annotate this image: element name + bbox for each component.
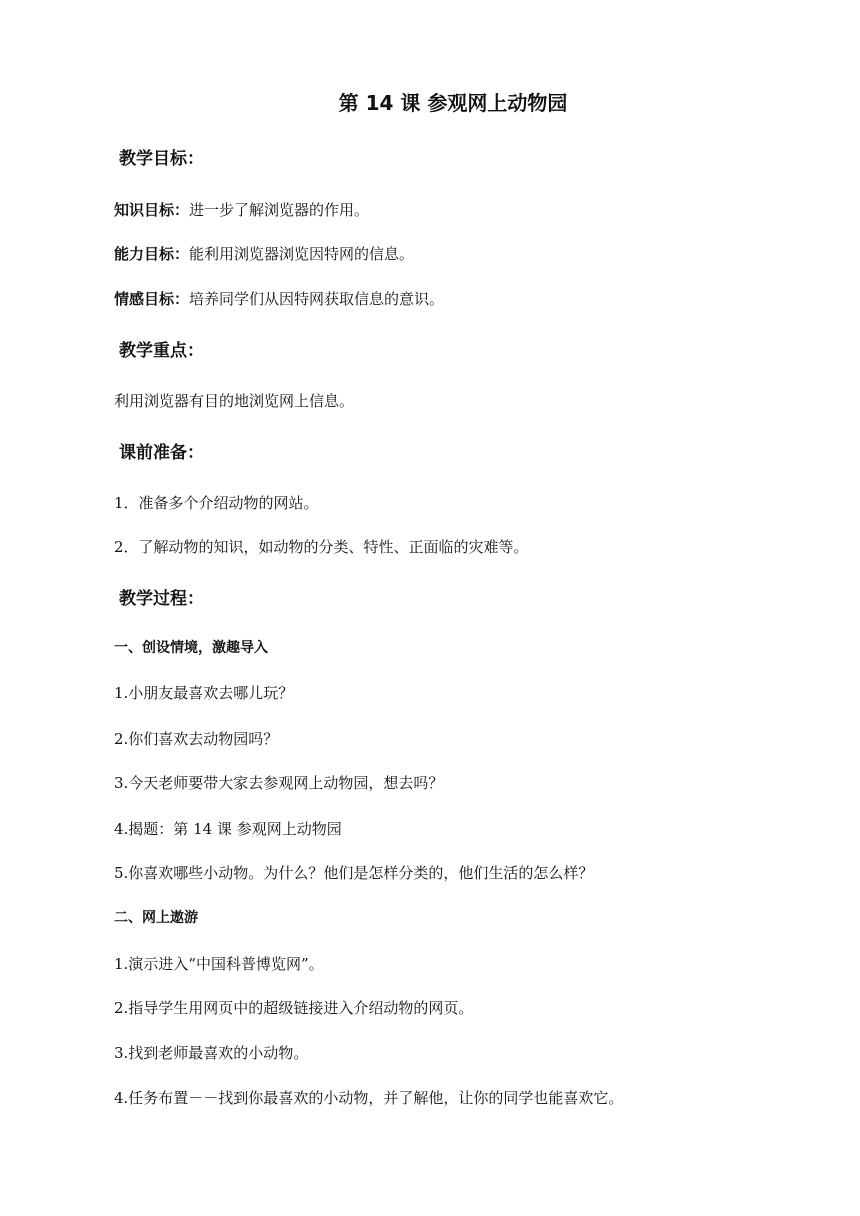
objective-emotion-text: 培养同学们从因特网获取信息的意识。	[189, 290, 445, 308]
process-part2-item: 2.指导学生用网页中的超级链接进入介绍动物的网页。	[114, 999, 474, 1017]
process-part1-item: 4.揭题：第 14 课 参观网上动物园	[114, 820, 342, 838]
key-points-text: 利用浏览器有目的地浏览网上信息。	[114, 392, 355, 410]
objective-emotion-label: 情感目标：	[114, 290, 190, 308]
process-part1-title: 一、创设情境，激趣导入	[114, 640, 268, 656]
preparation-item: 1．准备多个介绍动物的网站。	[114, 494, 319, 512]
objective-knowledge-text: 进一步了解浏览器的作用。	[189, 201, 370, 219]
process-part2-item: 3.找到老师最喜欢的小动物。	[114, 1044, 309, 1062]
heading-preparation: 课前准备：	[119, 443, 204, 463]
objective-knowledge	[114, 200, 369, 220]
objective-emotion	[114, 289, 444, 309]
process-part1-item: 3.今天老师要带大家去参观网上动物园，想去吗？	[114, 774, 444, 792]
heading-objectives: 教学目标：	[119, 149, 204, 169]
objective-ability-label: 能力目标：	[114, 245, 190, 263]
heading-key-points: 教学重点：	[119, 341, 204, 361]
objective-knowledge-label: 知识目标：	[114, 201, 190, 219]
heading-process: 教学过程：	[119, 589, 204, 609]
process-part1-item: 1.小朋友最喜欢去哪儿玩？	[114, 684, 294, 702]
objective-ability	[114, 244, 414, 264]
process-part1-item: 5.你喜欢哪些小动物。为什么？他们是怎样分类的，他们生活的怎么样？	[114, 864, 594, 882]
objective-ability-text: 能利用浏览器浏览因特网的信息。	[189, 245, 415, 263]
process-part2-title: 二、网上遨游	[114, 910, 198, 926]
process-part1-item: 2.你们喜欢去动物园吗？	[114, 730, 279, 748]
process-part2-item: 4.任务布置－－找到你最喜欢的小动物，并了解他，让你的同学也能喜欢它。	[114, 1089, 624, 1107]
process-part2-item: 1.演示进入“中国科普博览网”。	[114, 955, 324, 973]
preparation-item: 2．了解动物的知识，如动物的分类、特性、正面临的灾难等。	[114, 538, 529, 556]
page-title: 第 14 课 参观网上动物园	[338, 91, 568, 115]
